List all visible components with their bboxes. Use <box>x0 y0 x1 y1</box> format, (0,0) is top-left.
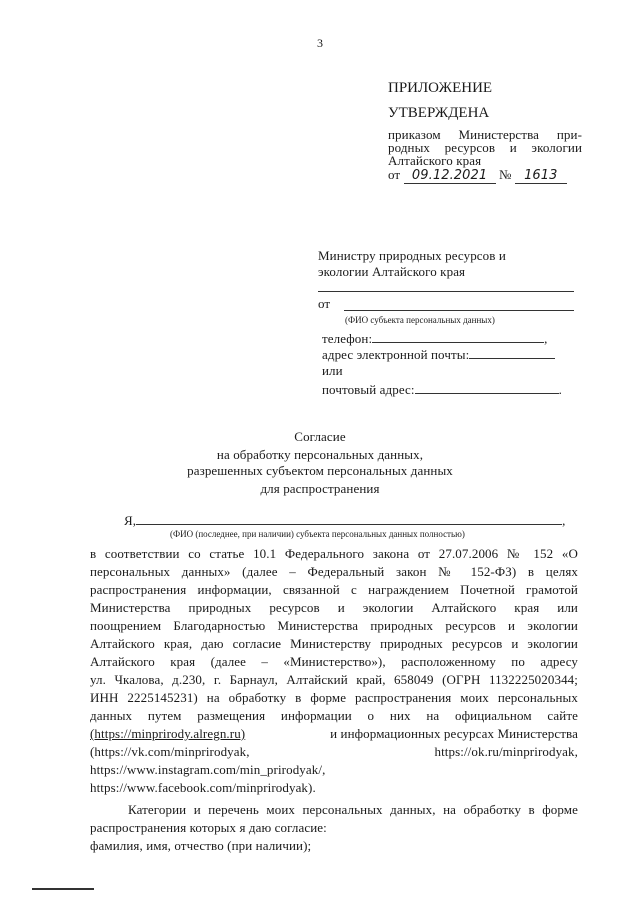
postal-row: почтовый адрес: . <box>322 382 562 397</box>
site-row <box>90 726 578 742</box>
blank-line-top <box>318 291 574 292</box>
paragraph-line-4: Министерства природных ресурсов и экологии Алтайского края или <box>90 600 578 615</box>
title-line-4: для распространения <box>260 481 380 496</box>
categories-line-2: распространения которых я даю согласие: <box>90 820 327 835</box>
paragraph-line-10: данных путем размещения информации о них на официальном сайте <box>90 708 578 723</box>
or-label: или <box>322 363 343 378</box>
paragraph-line-8: ул. Чкалова, д.230, г. Барнаул, Алтайский край, 658049 (ОГРН 1132225020344; <box>90 672 578 687</box>
annex-heading: ПРИЛОЖЕНИЕ <box>388 80 493 96</box>
fio-item: фамилия, имя, отчество (при наличии); <box>90 838 312 853</box>
paragraph-line-2: персональных данных» (далее – Федеральный закон № 152-ФЗ) в целях <box>90 564 578 579</box>
ok-link[interactable]: https://ok.ru/minprirodyak, <box>434 744 578 759</box>
paragraph-line-3: распространения информации, связанной с награждением Почетной грамотой <box>90 582 578 597</box>
title-line-3: разрешенных субъектом персональных данных <box>187 463 453 478</box>
phone-row: телефон: , <box>322 331 548 346</box>
phone-label: телефон: <box>322 331 373 346</box>
social-row <box>90 744 578 760</box>
phone-blank <box>372 342 544 343</box>
ya-row: Я, , <box>124 513 566 528</box>
number-prefix: № <box>498 167 512 182</box>
order-line-2: родных ресурсов и экологии <box>388 140 582 155</box>
fio-full-caption: (ФИО (последнее, при наличии) субъекта персональных данных полностью) <box>170 529 465 539</box>
postal-blank <box>415 393 559 394</box>
page-number: 3 <box>317 36 323 50</box>
paragraph-line-6: Алтайского края, даю согласие Министерству природных ресурсов и экологии <box>90 636 578 651</box>
facebook-link[interactable]: https://www.facebook.com/minprirodyak). <box>90 780 316 795</box>
official-site-link[interactable]: (https://minprirody.alregn.ru) <box>90 726 246 741</box>
paragraph-line-9: ИНН 2225145231) на обработку в форме распространения моих персональных <box>90 690 578 705</box>
paragraph-line-5: поощрением Благодарностью Министерства природных ресурсов и экологии <box>90 618 578 633</box>
order-date-line <box>388 167 567 184</box>
order-line-1: приказом Министерства при- <box>388 127 582 142</box>
title-line-2: на обработку персональных данных, <box>216 447 424 462</box>
site-tail: и информационных ресурсах Министерства <box>330 726 578 741</box>
fio-caption: (ФИО субъекта персональных данных) <box>345 315 495 325</box>
fio-full-blank <box>136 524 562 525</box>
from-label: от <box>318 296 331 311</box>
title-line-1: Согласие <box>294 429 346 444</box>
email-blank <box>469 358 555 359</box>
vk-link[interactable]: (https://vk.com/minprirodyak, <box>90 744 250 759</box>
date-prefix: от <box>388 167 401 182</box>
categories-line-1: Категории и перечень моих персональных данных, на обработку в форме <box>128 802 578 817</box>
order-line-3: Алтайского края <box>388 153 482 168</box>
addressee-line-1: Министру природных ресурсов и <box>318 248 506 263</box>
footnote-separator <box>32 888 94 890</box>
instagram-link[interactable]: https://www.instagram.com/min_prirodyak/, <box>90 762 326 777</box>
approved-heading: УТВЕРЖДЕНА <box>388 105 490 121</box>
order-date-value: 09.12.2021 <box>404 168 496 184</box>
order-number-value: 1613 <box>515 168 567 184</box>
ya-label: Я, <box>124 513 137 528</box>
postal-label: почтовый адрес: <box>322 382 415 397</box>
addressee-line-2: экологии Алтайского края <box>318 264 466 279</box>
from-blank-line <box>344 310 574 311</box>
email-row <box>322 347 555 363</box>
paragraph-line-7: Алтайского края (далее – «Министерство»), расположенному по адресу <box>90 654 578 669</box>
paragraph-line-1: в соответствии со статье 10.1 Федерального закона от 27.07.2006 № 152 «О <box>90 546 578 561</box>
email-label: адрес электронной почты: <box>322 347 470 362</box>
